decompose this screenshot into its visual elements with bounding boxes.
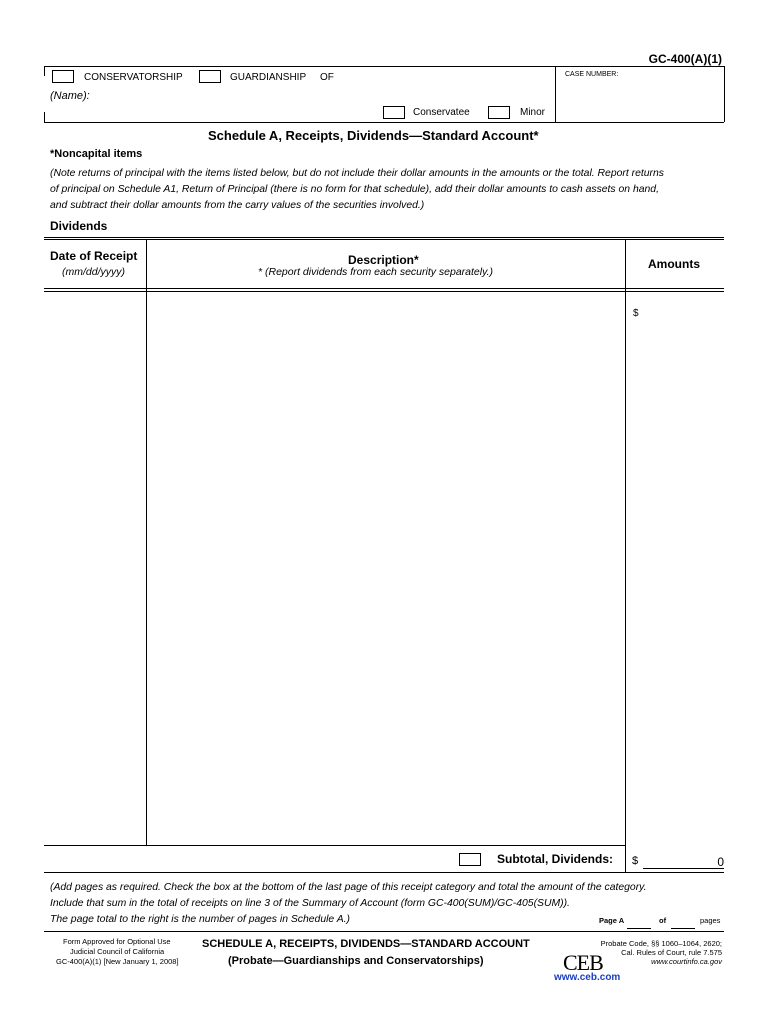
note-line-2: of principal on Schedule A1, Return of Principal (there is no form for that schedule), add their dollar amounts to cash assets on hand, (50, 184, 659, 195)
form-id: GC-400(A)(1) (648, 52, 722, 66)
subtotal-row-bottom (44, 872, 724, 873)
subtotal-label: Subtotal, Dividends: (497, 852, 614, 866)
footer-divider (44, 931, 724, 932)
footer-subtitle: (Probate—Guardianships and Conservatorships) (228, 955, 484, 967)
of-label: of (659, 916, 667, 925)
caption-right-border (724, 66, 725, 122)
minor-label: Minor (520, 107, 546, 118)
subtotal-dollar-sign: $ (632, 855, 639, 867)
minor-checkbox[interactable] (488, 106, 510, 119)
courtinfo-link[interactable]: www.courtinfo.ca.gov (651, 957, 722, 966)
total-pages-underline (671, 928, 695, 929)
caption-divider (555, 66, 556, 122)
table-body-bottom (44, 845, 626, 846)
caption-left-tick-bottom (44, 112, 45, 122)
footer-note-line-2: Include that sum in the total of receipts on line 3 of the Summary of Account (form GC-400(SUM)/GC-405(SUM)). (50, 898, 570, 909)
guardianship-label: GUARDIANSHIP (230, 72, 307, 83)
col-date-header: Date of Receipt (50, 249, 138, 263)
noncapital-note: *Noncapital items (50, 148, 143, 160)
col-description-header: Description* (348, 253, 419, 267)
pages-label: pages (700, 916, 721, 925)
probate-code-citation: Probate Code, §§ 1060–1064, 2620; (600, 939, 722, 948)
caption-top-border (44, 66, 724, 67)
subtotal-value[interactable]: 0 (717, 855, 724, 869)
col-description-subheader: * (Report dividends from each security separately.) (258, 266, 493, 278)
ceb-url-link[interactable]: www.ceb.com (554, 972, 621, 983)
description-column-area[interactable] (147, 292, 624, 844)
col-amount-header: Amounts (648, 257, 700, 271)
caption-left-tick (44, 66, 45, 76)
footer-note-line-1: (Add pages as required. Check the box at the bottom of the last page of this receipt category and total the amount of the category. (50, 882, 647, 893)
col-date-subheader: (mm/dd/yyyy) (62, 266, 125, 278)
ceb-logo: CEB (563, 950, 603, 975)
judicial-council-text: Judicial Council of California (70, 947, 165, 956)
note-line-1: (Note returns of principal with the items listed below, but do not include their dollar amounts in the amounts or the total. Report returns (50, 168, 664, 179)
guardianship-checkbox[interactable] (199, 70, 221, 83)
name-label: (Name): (50, 90, 90, 102)
page-number-underline (627, 928, 651, 929)
amount-column-area[interactable] (640, 292, 724, 844)
date-column-area[interactable] (45, 292, 145, 844)
conservatorship-checkbox[interactable] (52, 70, 74, 83)
caption-bottom-border (44, 122, 724, 123)
page-title: Schedule A, Receipts, Dividends—Standard Account* (208, 128, 539, 143)
form-revision-text: GC-400(A)(1) [New January 1, 2008] (56, 957, 179, 966)
note-line-3: and subtract their dollar amounts from the carry values of the securities involved.) (50, 200, 425, 211)
rules-of-court-citation: Cal. Rules of Court, rule 7.575 (621, 948, 722, 957)
conservatee-checkbox[interactable] (383, 106, 405, 119)
form-approved-text: Form Approved for Optional Use (63, 937, 171, 946)
footer-note-line-3: The page total to the right is the number of pages in Schedule A.) (50, 914, 350, 925)
case-number-label: CASE NUMBER: (565, 71, 619, 78)
of-label: OF (320, 72, 334, 83)
amount-dollar-sign: $ (633, 308, 639, 319)
table-top-border (44, 237, 724, 238)
conservatorship-label: CONSERVATORSHIP (84, 72, 183, 83)
subtotal-underline (643, 868, 724, 869)
section-heading: Dividends (50, 219, 108, 233)
page-label: Page A (599, 916, 625, 925)
table-divider-amount (625, 240, 626, 872)
conservatee-label: Conservatee (413, 107, 470, 118)
footer-title: SCHEDULE A, RECEIPTS, DIVIDENDS—STANDARD ACCOUNT (202, 938, 530, 950)
last-page-checkbox[interactable] (459, 853, 481, 866)
